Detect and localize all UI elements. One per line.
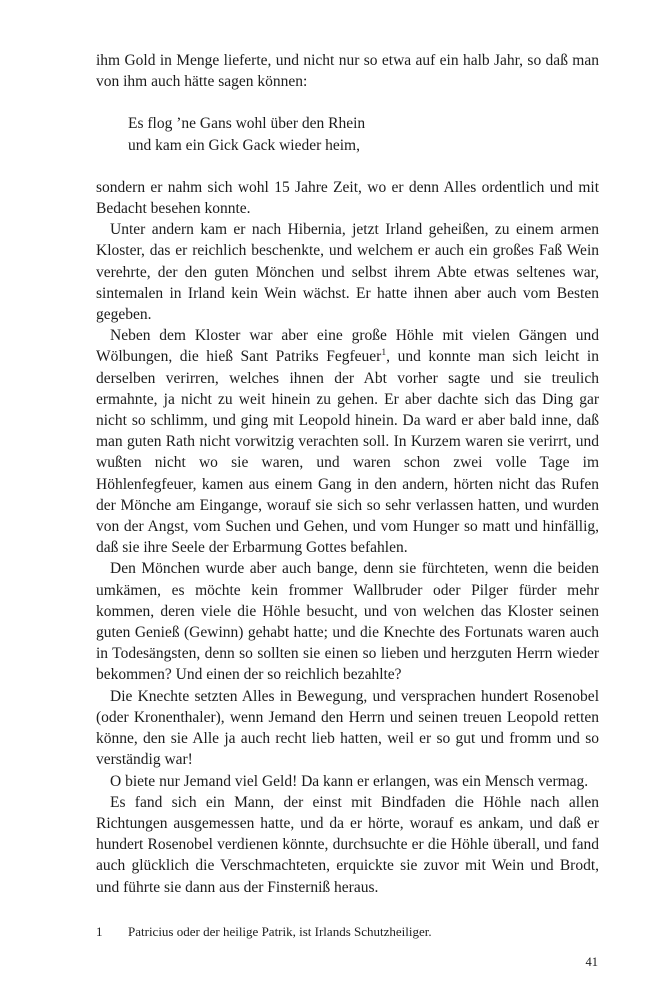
verse-line: Es flog ’ne Gans wohl über den Rhein — [128, 115, 366, 133]
footnote-marker: 1 — [96, 924, 103, 939]
verse-line: und kam ein Gick Gack wieder heim, — [128, 136, 360, 154]
paragraph-hibernia: Unter andern kam er nach Hibernia, jetzt Irland geheißen, zu einem armen Kloster, das er reichlich beschenkte, und welchem er auch ein großes Faß Wein verehrte, der den guten Mönchen und selbst ihrem Abte etwas seltenes war, sintemalen in Irland kein Wein wächst. Er hatte ihnen aber auch vom Besten gegeben. — [96, 221, 599, 324]
footnote-reference: 1 — [381, 347, 387, 359]
page-number: 41 — [585, 955, 598, 969]
paragraph-after-verse: sondern er nahm sich wohl 15 Jahre Zeit, wo er denn Alles ordentlich und mit Bedacht besehen konnte. — [96, 178, 599, 218]
footnote-text: Patricius oder der heilige Patrik, ist Irlands Schutzheiliger. — [128, 924, 432, 939]
paragraph-cave-text-after-note: , und konnte man sich leicht in derselben verirren, welches ihnen der Abt vorher sagte und sie treulich ermahnte, ja nicht zu weit hinein zu gehen. Er aber dachte sich das Ding gar nicht so schlimm, und ging mit Leopold hinein. Da ward er aber bald inne, daß man guten Rath nicht vorwitzig verachten soll. In Kurzem waren sie verirrt, und wußten nicht wo sie waren, und waren schon zwei volle Tage im Höhlenfegfeuer, kamen aus einem Gang in den andern, hörten nicht das Rufen der Mönche am Eingange, worauf sie sich so sehr verlassen hatten, und wurden von der Angst, vom Suchen und Gehen, und vom Hunger so matt und hinfällig, daß sie ihre Seele der Erbarmung Gottes befahlen. — [96, 348, 599, 557]
text-block — [96, 50, 599, 898]
paragraph-monks: Den Mönchen wurde aber auch bange, denn sie fürchteten, wenn die beiden umkämen, es möchte kein frommer Wallbruder oder Pilger fürder mehr kommen, deren viele die Höhle besucht, und von welchen das Kloster seinen guten Genieß (Gewinn) gehabt hatte; und die Knechte des Fortunats waren auch in Todesängsten, denn so sollten sie einen so lieben und herzguten Herrn wieder bekommen? Und einen der so reichlich bezahlte? — [96, 560, 599, 684]
verse-block — [128, 113, 599, 155]
paragraph-rescue: Es fand sich ein Mann, der einst mit Bindfaden die Höhle nach allen Richtungen ausgemessen hatte, und da er hörte, worauf es ankam, und daß er hundert Rosenobel verdienen könnte, durchsuchte er die Höhle überall, und fand auch glücklich die Verschmachteten, erquickte sie zuvor mit Wein und Brodt, und führte sie dann aus der Finsterniß heraus. — [96, 793, 599, 896]
footnote — [96, 923, 599, 941]
paragraph-cave-text-before-note: Neben dem Kloster war aber eine große Höhle mit vielen Gängen und Wölbungen, die hieß Sant Patriks Fegfeuer — [96, 327, 599, 366]
paragraph-servants: Die Knechte setzten Alles in Bewegung, und versprachen hundert Rosenobel (oder Kronenthaler), wenn Jemand den Herrn und seinen treuen Leopold retten könne, den sie Alle ja auch recht lieb hatten, weil er so gut und fromm und so verständig war! — [96, 687, 599, 769]
paragraph-money: O biete nur Jemand viel Geld! Da kann er erlangen, was ein Mensch vermag. — [110, 772, 589, 790]
paragraph-cave — [96, 325, 599, 558]
paragraph-intro: ihm Gold in Menge lieferte, und nicht nur so etwa auf ein halb Jahr, so daß man von ihm auch hätte sagen können: — [96, 52, 599, 91]
